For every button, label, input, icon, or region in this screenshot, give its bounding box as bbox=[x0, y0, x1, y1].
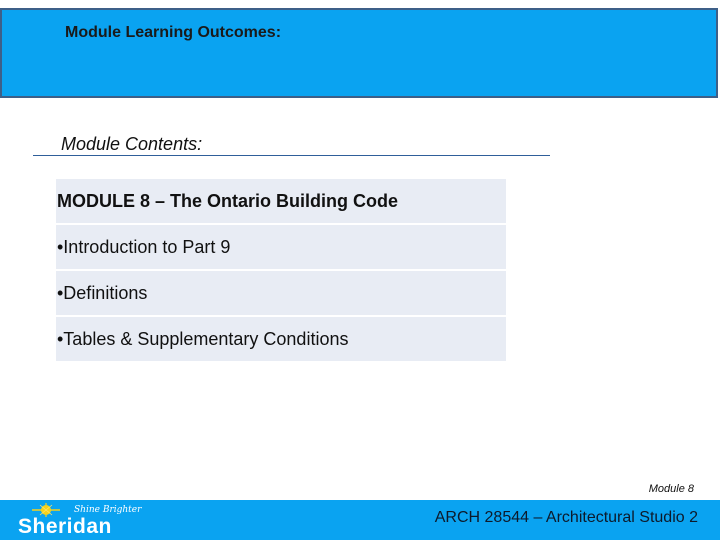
learning-outcomes-box bbox=[0, 8, 718, 98]
module-contents-table bbox=[56, 179, 506, 363]
contents-item-introduction: •Introduction to Part 9 bbox=[56, 225, 506, 269]
contents-divider bbox=[33, 155, 550, 156]
module-contents-title: Module Contents: bbox=[61, 134, 203, 154]
learning-outcomes-title: Module Learning Outcomes: bbox=[65, 24, 282, 41]
course-title: ARCH 28544 – Architectural Studio 2 bbox=[434, 509, 698, 526]
module-heading-row: MODULE 8 – The Ontario Building Code bbox=[56, 179, 506, 223]
sheridan-logo bbox=[14, 502, 154, 540]
logo-tagline: Shine Brighter bbox=[74, 505, 142, 515]
contents-item-definitions: •Definitions bbox=[56, 271, 506, 315]
footer-bar bbox=[0, 500, 720, 540]
contents-item-tables: •Tables & Supplementary Conditions bbox=[56, 317, 506, 361]
logo-wordmark: Sheridan bbox=[18, 515, 112, 538]
module-number-tag: Module 8 bbox=[648, 483, 694, 495]
